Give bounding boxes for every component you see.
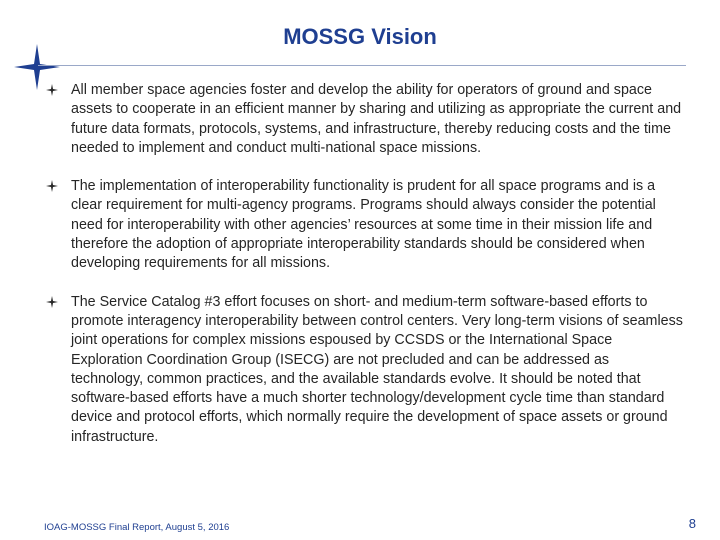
four-point-star-icon (46, 180, 58, 192)
bullet-item (44, 81, 684, 158)
title-divider (38, 65, 686, 66)
bullet-item (44, 293, 684, 447)
bullet-text: The implementation of interoperability functionality is prudent for all space programs and is a clear requirement for multi-agency programs. Programs should always consider the potential need for interoperability with other agencies’ resources at some time in their mission life and therefore the adoption of appropriate interoperability standards should be considered when developing requirements for all missions. (71, 178, 656, 272)
four-point-star-icon (46, 296, 58, 308)
bullet-item (44, 177, 684, 273)
bullet-list (44, 81, 684, 466)
bullet-text: The Service Catalog #3 effort focuses on short- and medium-term software-based efforts to promote interagency interoperability between control centers. Very long-term visions of seamless joint operations for complex missions espoused by CCSDS or the International Space Exploration Coordination Group (ISECG) are not precluded and can be addressed as technology, common practices, and the available standards evolve. It should be noted that software-based efforts have a much shorter technology/development cycle time than standard device and protocol efforts, which normally require the development of space assets or ground infrastructure. (71, 293, 683, 445)
slide-title: MOSSG Vision (283, 24, 437, 49)
footer-text: IOAG-MOSSG Final Report, August 5, 2016 (44, 522, 230, 533)
four-point-star-icon (46, 84, 58, 96)
page-number: 8 (688, 516, 696, 531)
bullet-text: All member space agencies foster and develop the ability for operators of ground and space assets to cooperate in an efficient manner by sharing and utilizing as appropriate the current and future data formats, protocols, systems, and infrastructure, thereby reducing costs and the time needed to implement and conduct multi-national space missions. (71, 82, 682, 156)
